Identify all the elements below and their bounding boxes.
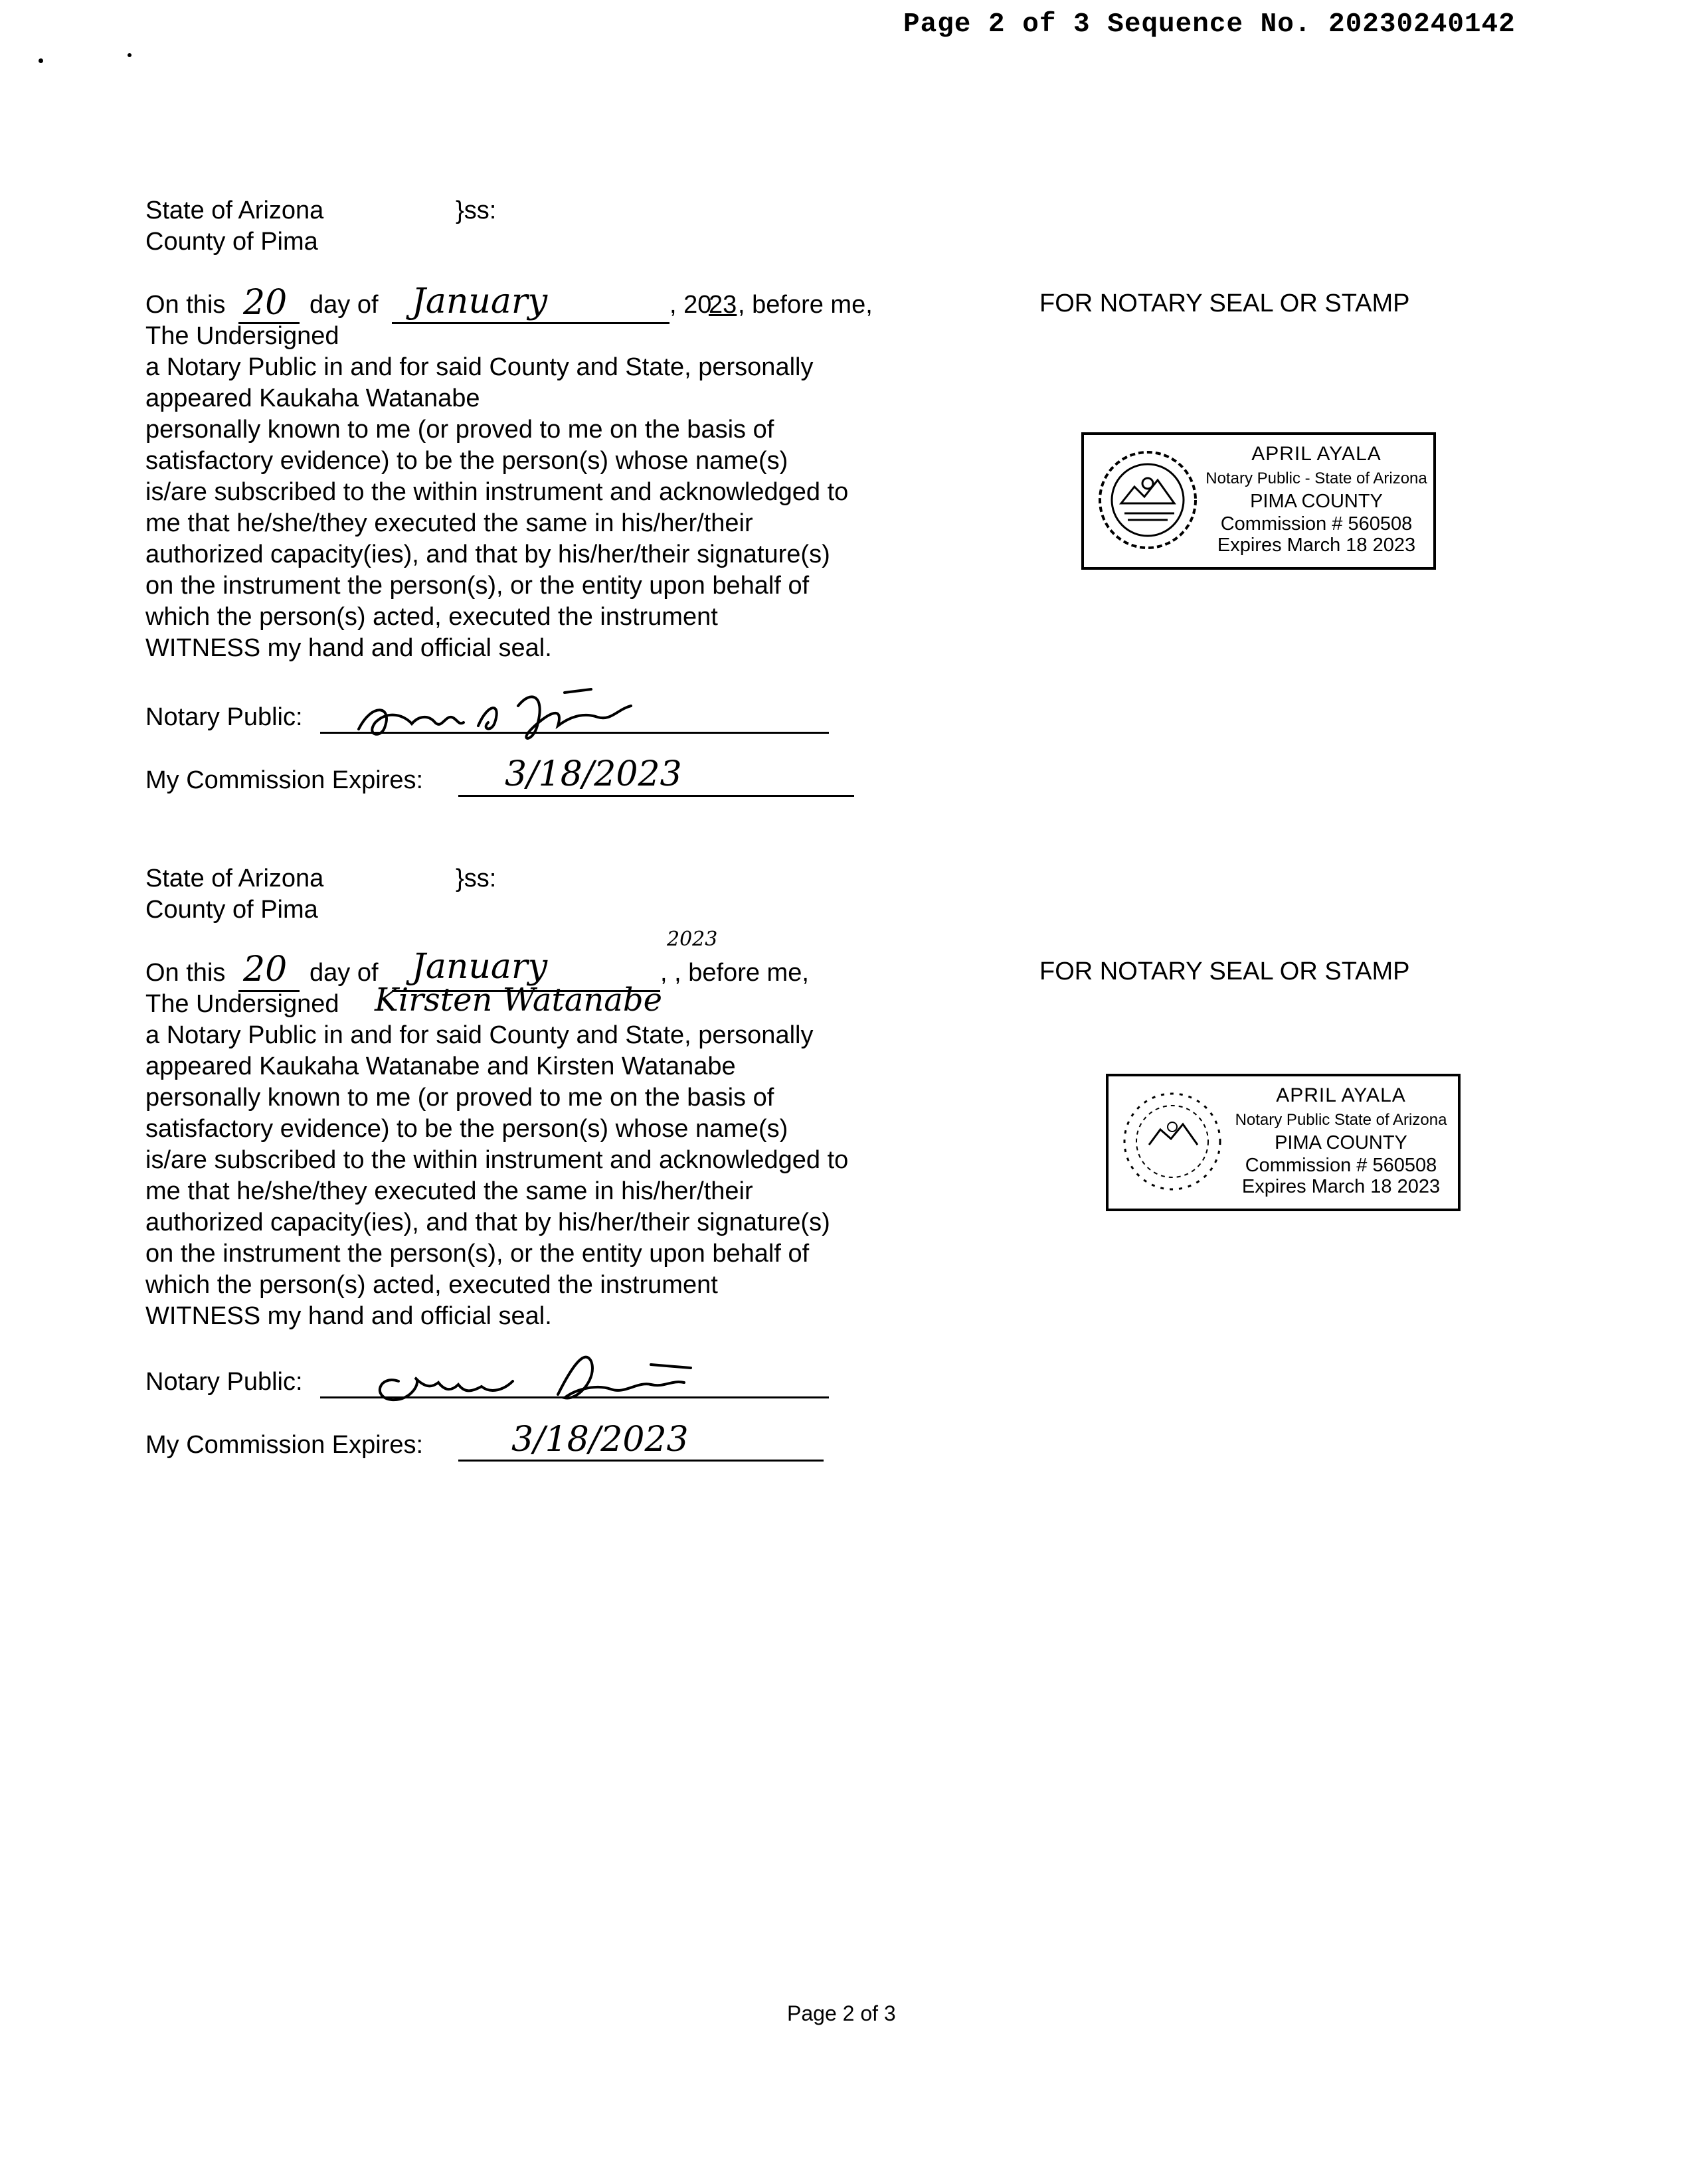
ack-body-line: a Notary Public in and for said County and State, personally bbox=[145, 353, 814, 381]
notary-public-label: Notary Public: bbox=[145, 703, 303, 731]
state-line: State of Arizona bbox=[145, 197, 324, 224]
stamp-name: APRIL AYALA bbox=[1251, 443, 1381, 465]
ack-body-line: which the person(s) acted, executed the instrument bbox=[145, 1271, 718, 1299]
notary-signature bbox=[345, 676, 717, 749]
month-handwritten: January bbox=[412, 282, 548, 321]
expires-blank bbox=[458, 1460, 824, 1462]
on-this-label: On this bbox=[145, 959, 226, 987]
ack-body-line: is/are subscribed to the within instrument and acknowledged to bbox=[145, 478, 849, 506]
day-handwritten: 20 bbox=[243, 950, 288, 989]
seal-label: FOR NOTARY SEAL OR STAMP bbox=[1039, 958, 1410, 985]
on-this-label: On this bbox=[145, 291, 226, 319]
stamp-title: Notary Public State of Arizona bbox=[1235, 1111, 1447, 1129]
ack-body-line: me that he/she/they executed the same in his/her/their bbox=[145, 509, 753, 537]
notary-public-label: Notary Public: bbox=[145, 1368, 303, 1396]
ack-body-line: personally known to me (or proved to me on the basis of bbox=[145, 1084, 774, 1112]
witness-line: WITNESS my hand and official seal. bbox=[145, 1302, 552, 1330]
ack-body-line: on the instrument the person(s), or the entity upon behalf of bbox=[145, 1240, 810, 1268]
before-me-label: , , before me, bbox=[660, 959, 809, 987]
state-line: State of Arizona bbox=[145, 865, 324, 892]
undersigned-label: The Undersigned bbox=[145, 322, 339, 350]
ack-body-line: authorized capacity(ies), and that by his/her/their signature(s) bbox=[145, 1209, 830, 1236]
day-of-label: day of bbox=[310, 959, 379, 987]
notary-stamp bbox=[1081, 432, 1436, 570]
state-seal-icon bbox=[1119, 1088, 1232, 1195]
ack-body-line: a Notary Public in and for said County and State, personally bbox=[145, 1021, 814, 1049]
ack-body-line: appeared Kaukaha Watanabe bbox=[145, 384, 480, 412]
ack-body-line: which the person(s) acted, executed the instrument bbox=[145, 603, 718, 631]
stamp-title: Notary Public - State of Arizona bbox=[1205, 469, 1427, 487]
day-of-label: day of bbox=[310, 291, 379, 319]
ack-body-line: appeared Kaukaha Watanabe and Kirsten Watanabe bbox=[145, 1052, 736, 1080]
scan-speck bbox=[128, 53, 132, 57]
ack-body-line: on the instrument the person(s), or the entity upon behalf of bbox=[145, 572, 810, 600]
expires-blank bbox=[458, 795, 854, 797]
month-handwritten: January bbox=[412, 947, 548, 987]
ack-body-line: authorized capacity(ies), and that by his/her/their signature(s) bbox=[145, 541, 830, 568]
year-handwritten: 23 bbox=[709, 291, 737, 319]
stamp-county: PIMA COUNTY bbox=[1275, 1132, 1407, 1153]
ack-body-line: me that he/she/they executed the same in his/her/their bbox=[145, 1177, 753, 1205]
month-blank bbox=[392, 322, 669, 324]
day-handwritten: 20 bbox=[243, 283, 288, 323]
notary-signature bbox=[359, 1341, 770, 1414]
sequence-header: Page 2 of 3 Sequence No. 20230240142 bbox=[903, 9, 1516, 40]
undersigned-label: The Undersigned bbox=[145, 990, 339, 1018]
expires-handwritten: 3/18/2023 bbox=[511, 1420, 689, 1460]
ss-marker: }ss: bbox=[456, 197, 497, 224]
commission-expires-label: My Commission Expires: bbox=[145, 766, 424, 794]
undersigned-handwritten: Kirsten Watanabe bbox=[375, 981, 663, 1019]
ack-body-line: satisfactory evidence) to be the person(s) whose name(s) bbox=[145, 1115, 788, 1143]
county-line: County of Pima bbox=[145, 228, 318, 256]
ack-body-line: is/are subscribed to the within instrument and acknowledged to bbox=[145, 1146, 849, 1174]
page-footer: Page 2 of 3 bbox=[787, 2001, 896, 2025]
seal-label: FOR NOTARY SEAL OR STAMP bbox=[1039, 290, 1410, 317]
stamp-commission: Commission # 560508 bbox=[1220, 513, 1413, 535]
ack-body-line: personally known to me (or proved to me on the basis of bbox=[145, 416, 774, 444]
stamp-name: APRIL AYALA bbox=[1276, 1084, 1406, 1106]
expires-handwritten: 3/18/2023 bbox=[505, 754, 682, 794]
ack-body-line: satisfactory evidence) to be the person(s) whose name(s) bbox=[145, 447, 788, 475]
county-line: County of Pima bbox=[145, 896, 318, 924]
year-handwritten: 2023 bbox=[667, 928, 718, 951]
commission-expires-label: My Commission Expires: bbox=[145, 1431, 424, 1459]
state-seal-icon bbox=[1095, 447, 1207, 553]
notary-stamp bbox=[1106, 1074, 1461, 1211]
stamp-expires: Expires March 18 2023 bbox=[1241, 1176, 1441, 1197]
scan-speck bbox=[39, 58, 43, 63]
ss-marker: }ss: bbox=[456, 865, 497, 892]
stamp-expires: Expires March 18 2023 bbox=[1217, 535, 1416, 556]
stamp-commission: Commission # 560508 bbox=[1245, 1155, 1437, 1176]
year-prefix: , 20 bbox=[669, 291, 712, 319]
witness-line: WITNESS my hand and official seal. bbox=[145, 634, 552, 662]
before-me-label: , before me, bbox=[738, 291, 873, 319]
stamp-county: PIMA COUNTY bbox=[1250, 491, 1383, 512]
